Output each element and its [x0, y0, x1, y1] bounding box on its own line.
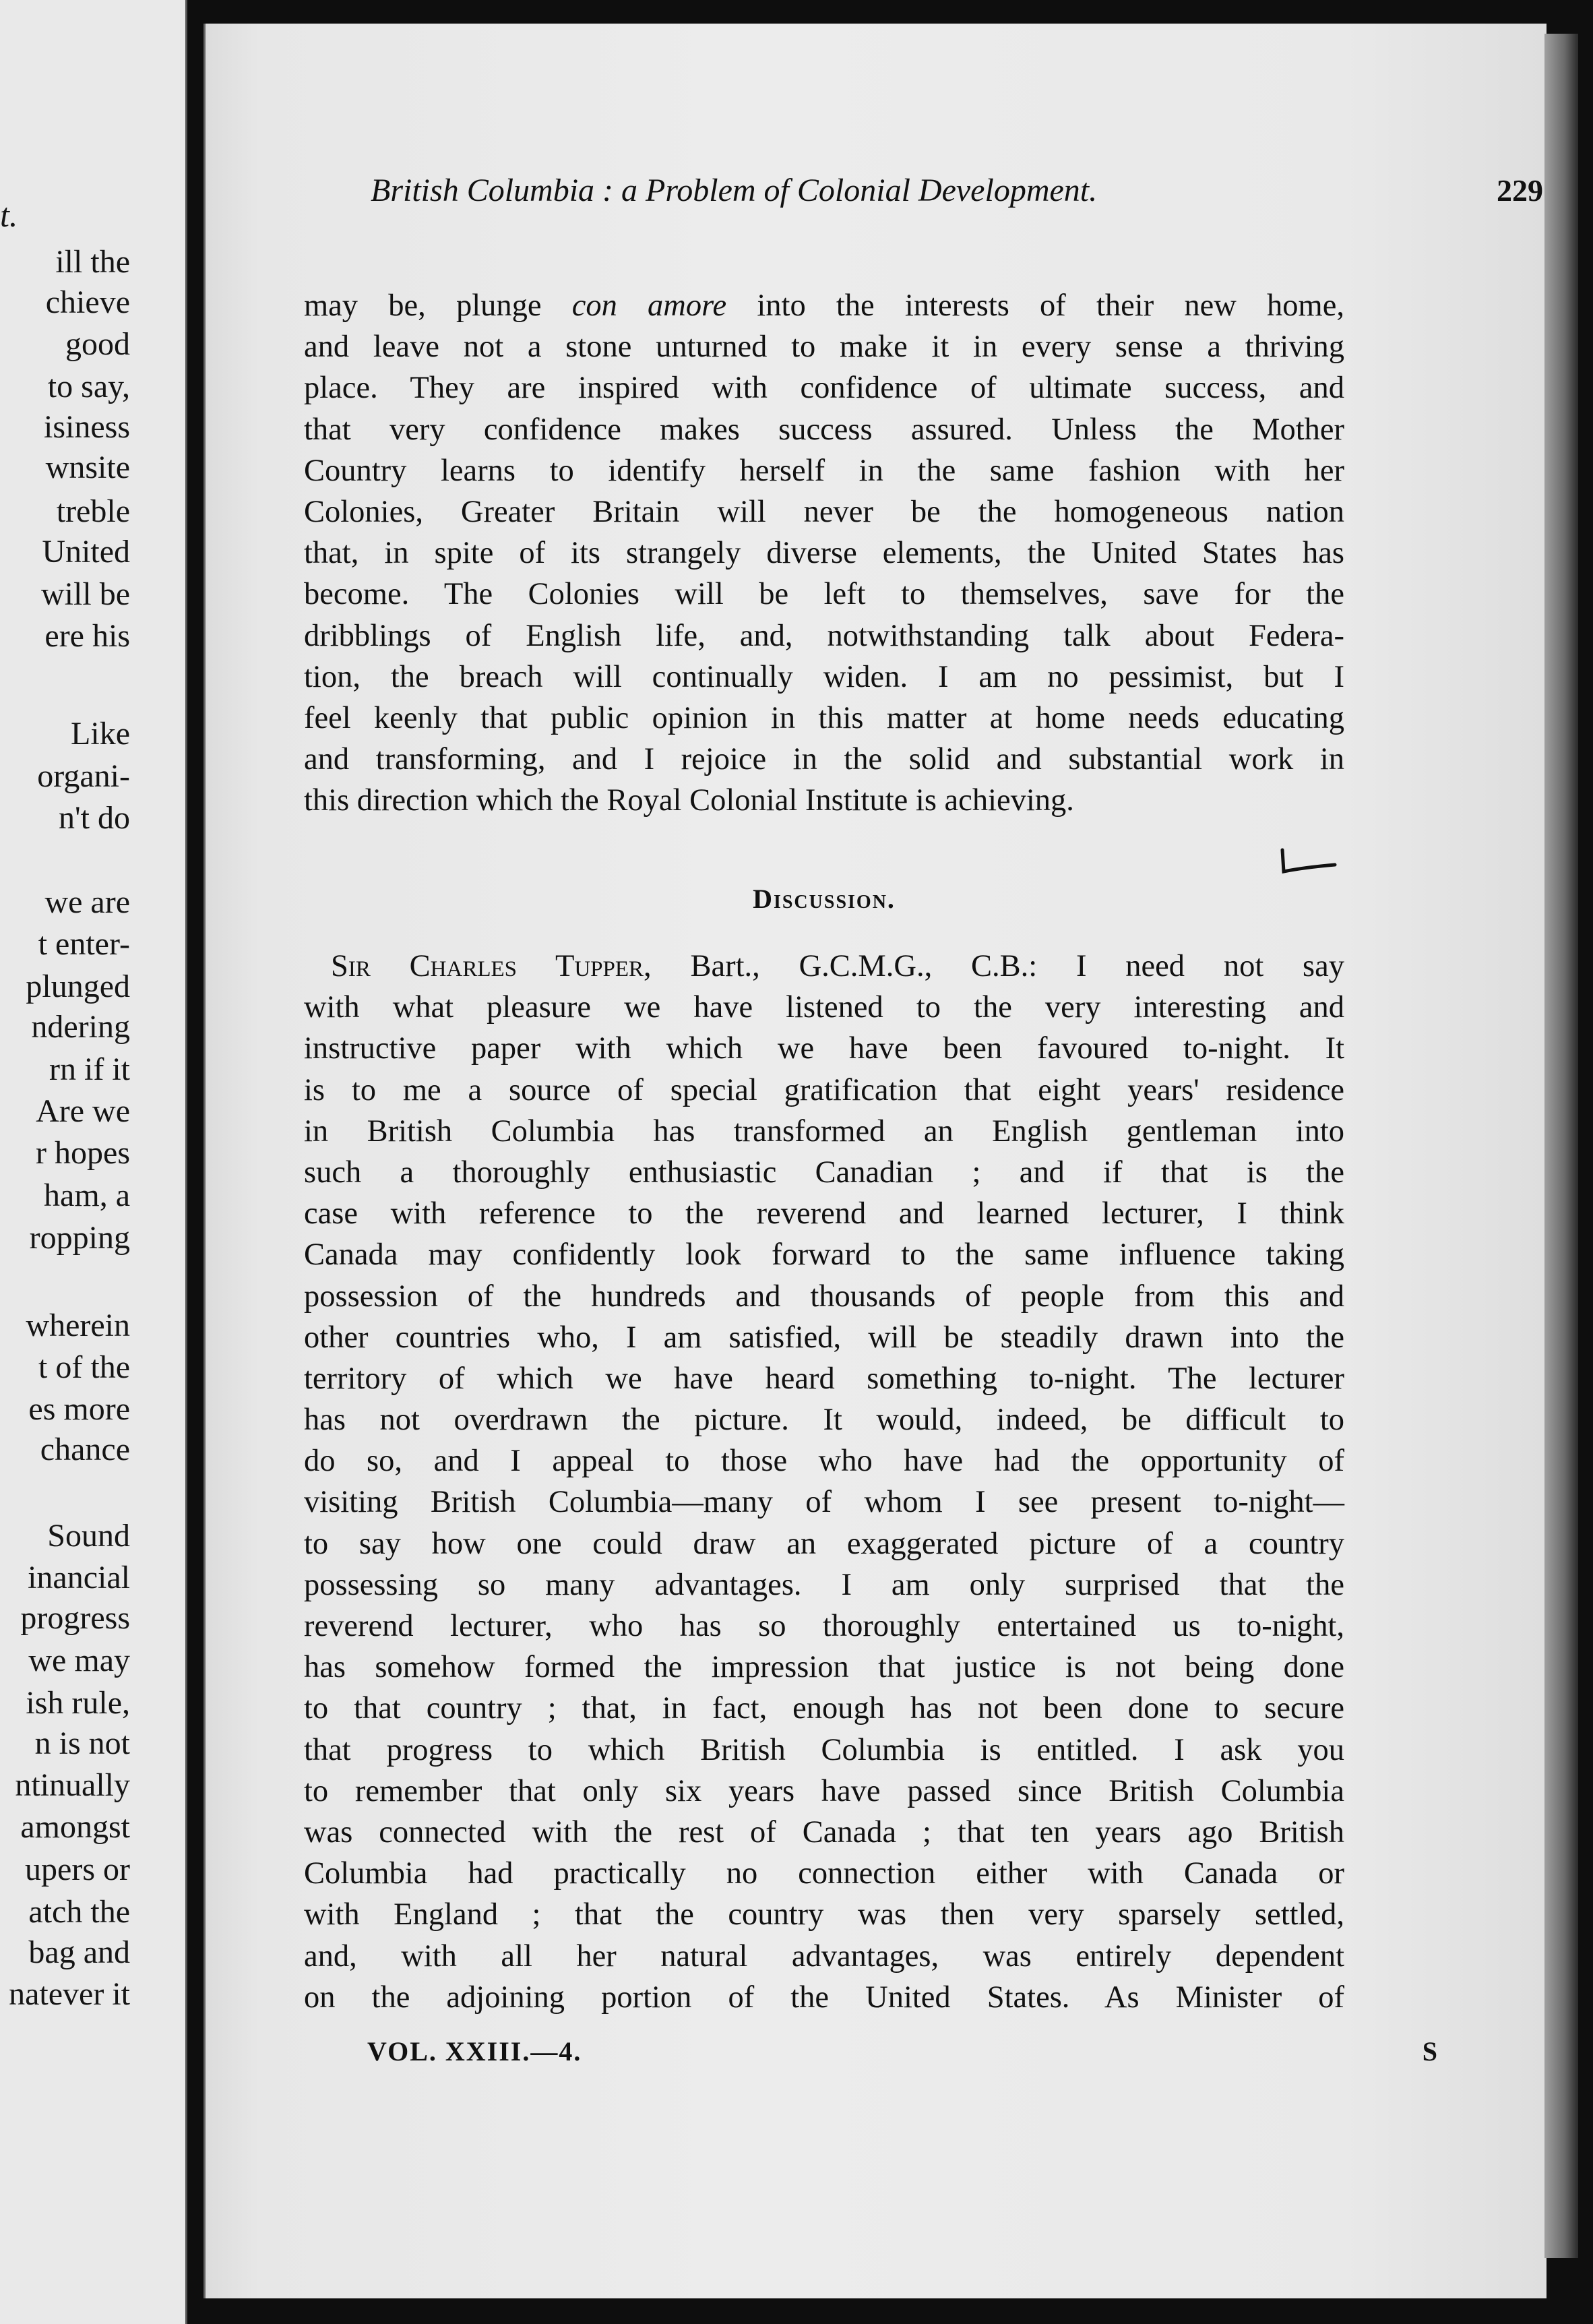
- left-page-line: r hopes: [36, 1135, 130, 1171]
- main-page: [204, 24, 1547, 2298]
- left-page-line: n't do: [59, 800, 130, 836]
- paragraph-2-line: Canada may confidently look forward to the same influence taking: [304, 1237, 1344, 1273]
- paragraph-2-line: has somehow formed the impression that justice is not being done: [304, 1650, 1344, 1685]
- left-page-line: ill the: [55, 244, 130, 280]
- volume-signature: VOL. XXIII.—4.: [367, 2036, 582, 2067]
- page-edge-shadow: [1544, 34, 1578, 2258]
- paragraph-2-first-line: [304, 946, 1344, 987]
- paragraph-2-line: is to me a source of special gratification that eight years' residence: [304, 1072, 1344, 1107]
- speaker-name: Sir Charles Tupper,: [331, 949, 652, 983]
- left-page-line: isiness: [43, 409, 130, 445]
- left-page-line: chance: [40, 1432, 130, 1467]
- left-page-header-fragment: t.: [0, 196, 18, 234]
- paragraph-1-line: dribblings of English life, and, notwithstanding talk about Federa-: [304, 618, 1344, 653]
- left-page-line: treble: [56, 493, 130, 529]
- paragraph-2-line: visiting British Columbia—many of whom I see present to-night—: [304, 1485, 1344, 1520]
- paragraph-1-line: tion, the breach will continually widen. I am no pessimist, but I: [304, 659, 1344, 694]
- paragraph-2-line: instructive paper with which we have been favoured to-night. It: [304, 1031, 1344, 1066]
- paragraph-2-line: other countries who, I am satisfied, will be steadily drawn into the: [304, 1320, 1344, 1355]
- paragraph-2-line: to that country ; that, in fact, enough has not been done to secure: [304, 1691, 1344, 1726]
- paragraph-2-line: with what pleasure we have listened to the very interesting and: [304, 990, 1344, 1025]
- paragraph-2-line: to say how one could draw an exaggerated picture of a country: [304, 1526, 1344, 1561]
- paragraph-2-line: to remember that only six years have passed since British Columbia: [304, 1773, 1344, 1808]
- left-page-line: to say,: [47, 369, 130, 404]
- running-head: [371, 172, 1543, 209]
- printer-signature: S: [1422, 2036, 1439, 2067]
- paragraph-1-line: this direction which the Royal Colonial Institute is achieving.: [304, 783, 1074, 818]
- paragraph-1-line: and leave not a stone unturned to make it in every sense a thriving: [304, 330, 1344, 365]
- left-page-line: United: [42, 534, 130, 570]
- paragraph-1-line: Country learns to identify herself in the same fashion with her: [304, 453, 1344, 488]
- paragraph-2-line: and, with all her natural advantages, was entirely dependent: [304, 1938, 1344, 1974]
- left-page-line: inancial: [28, 1560, 130, 1595]
- left-page-line: natever it: [9, 1976, 130, 2012]
- left-page-line: amongst: [20, 1809, 130, 1845]
- left-page-line: es more: [28, 1391, 130, 1427]
- left-page-line: upers or: [25, 1852, 130, 1887]
- paragraph-2-line: on the adjoining portion of the United States. As Minister of: [304, 1980, 1344, 2015]
- left-facing-page: [0, 0, 187, 2324]
- paragraph-2-line: do so, and I appeal to those who have had the opportunity of: [304, 1444, 1344, 1479]
- left-page-line: ropping: [29, 1220, 130, 1256]
- page-number: 229: [1497, 173, 1543, 208]
- left-page-line: chieve: [45, 284, 130, 320]
- paragraph-2-line: such a thoroughly enthusiastic Canadian ; and if that is the: [304, 1155, 1344, 1190]
- left-page-line: we are: [44, 884, 130, 920]
- left-page-line: will be: [41, 576, 130, 612]
- left-page-line: t enter-: [38, 926, 130, 962]
- paragraph-2-first-line-text: Bart., G.C.M.G., C.B.: I need not say: [690, 949, 1345, 983]
- left-page-line: ish rule,: [26, 1685, 130, 1721]
- left-page-line: atch the: [28, 1894, 130, 1930]
- left-page-line: rn if it: [49, 1051, 130, 1087]
- paragraph-1-line: place. They are inspired with confidence of ultimate success, and: [304, 371, 1344, 406]
- paragraph-2-line: has not overdrawn the picture. It would, indeed, be difficult to: [304, 1403, 1344, 1438]
- paragraph-2-line: Columbia had practically no connection either with Canada or: [304, 1856, 1344, 1891]
- left-page-line: Are we: [36, 1093, 130, 1129]
- left-page-line: ere his: [44, 618, 130, 654]
- paragraph-2-line: reverend lecturer, who has so thoroughly entertained us to-night,: [304, 1609, 1344, 1643]
- left-page-line: wnsite: [45, 450, 130, 485]
- left-page-line: t of the: [38, 1349, 130, 1385]
- paragraph-2-line: possession of the hundreds and thousands of people from this and: [304, 1279, 1344, 1314]
- left-page-line: ntinually: [15, 1767, 130, 1803]
- italic-phrase: con amore: [571, 288, 727, 323]
- paragraph-2-line: that progress to which British Columbia is entitled. I ask you: [304, 1732, 1344, 1767]
- paragraph-1-line: that, in spite of its strangely diverse elements, the United States has: [304, 536, 1344, 571]
- paragraph-1-line: that very confidence makes success assured. Unless the Mother: [304, 412, 1344, 447]
- pencil-check-mark: [1277, 845, 1338, 878]
- left-page-line: good: [65, 326, 130, 362]
- paragraph-2-line: was connected with the rest of Canada ; that ten years ago British: [304, 1814, 1344, 1849]
- paragraph-2: [304, 946, 1344, 2018]
- paragraph-2-line: in British Columbia has transformed an English gentleman into: [304, 1113, 1344, 1149]
- left-page-line: we may: [28, 1643, 130, 1678]
- left-page-line: bag and: [28, 1934, 130, 1970]
- left-page-line: Sound: [47, 1518, 130, 1554]
- left-page-line: wherein: [26, 1308, 130, 1343]
- left-page-line: organi-: [37, 758, 130, 794]
- paragraph-1-line: may be, plunge con amore into the interests of their new home,: [304, 288, 1344, 323]
- left-page-line: ham, a: [44, 1178, 130, 1213]
- left-page-line: plunged: [26, 969, 130, 1004]
- paragraph-2-line: case with reference to the reverend and learned lecturer, I think: [304, 1196, 1344, 1231]
- left-page-line: Like: [71, 716, 130, 752]
- discussion-heading: Discussion.: [753, 884, 896, 914]
- paragraph-1-line: Colonies, Greater Britain will never be the homogeneous nation: [304, 494, 1344, 529]
- paragraph-1-line: become. The Colonies will be left to themselves, save for the: [304, 577, 1344, 612]
- paragraph-2-line: territory of which we have heard something to-night. The lecturer: [304, 1361, 1344, 1396]
- paragraph-2-line: possessing so many advantages. I am only surprised that the: [304, 1567, 1344, 1602]
- left-page-line: n is not: [34, 1725, 130, 1761]
- running-head-title: British Columbia : a Problem of Colonial Development.: [371, 173, 1098, 208]
- paragraph-1: [304, 285, 1344, 821]
- left-page-line: ndering: [31, 1009, 130, 1045]
- page-footer: [367, 2036, 1479, 2067]
- paragraph-1-line: feel keenly that public opinion in this matter at home needs educating: [304, 700, 1344, 735]
- paragraph-2-line: with England ; that the country was then very sparsely settled,: [304, 1897, 1344, 1932]
- paragraph-1-line: and transforming, and I rejoice in the solid and substantial work in: [304, 742, 1344, 777]
- left-page-line: progress: [20, 1600, 130, 1636]
